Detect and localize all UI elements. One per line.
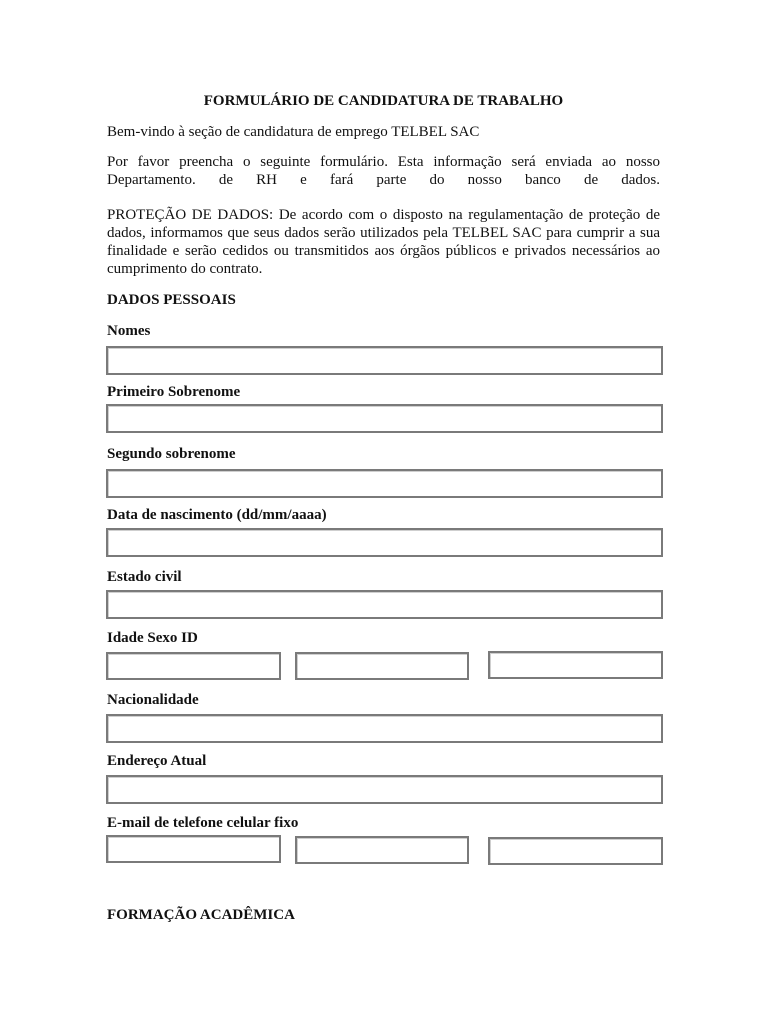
contato-label: E-mail de telefone celular fixo: [107, 815, 299, 831]
idade-sexo-id-label: Idade Sexo ID: [107, 630, 198, 646]
data-protection-paragraph: PROTEÇÃO DE DADOS: De acordo com o disposto na regulamentação de proteção de dados, informamos que seus dados serão utilizados pela TELBEL SAC para cumprir a sua finalidade e serão cedidos ou transmitidos aos órgãos públicos e privados necessários ao cumprimento do contrato.: [107, 207, 660, 277]
segundo-sobrenome-field[interactable]: [106, 469, 663, 498]
nomes-field[interactable]: [106, 346, 663, 375]
celular-field[interactable]: [295, 836, 469, 864]
sexo-field[interactable]: [295, 652, 469, 680]
instructions-paragraph: Por favor preencha o seguinte formulário. Esta informação será enviada ao nosso Departamento. de RH e fará parte do nosso banco de dados.: [107, 154, 660, 188]
email-field[interactable]: [106, 835, 281, 863]
personal-data-heading: DADOS PESSOAIS: [107, 292, 236, 308]
telefone-fixo-field[interactable]: [488, 837, 663, 865]
endereco-atual-field[interactable]: [106, 775, 663, 804]
segundo-sobrenome-label: Segundo sobrenome: [107, 446, 236, 462]
nomes-label: Nomes: [107, 323, 151, 339]
data-nascimento-field[interactable]: [106, 528, 663, 557]
academic-formation-heading: FORMAÇÃO ACADÊMICA: [107, 907, 295, 923]
data-nascimento-label: Data de nascimento (dd/mm/aaaa): [107, 507, 327, 523]
idade-field[interactable]: [106, 652, 281, 680]
page-title: FORMULÁRIO DE CANDIDATURA DE TRABALHO: [203, 93, 564, 109]
nacionalidade-field[interactable]: [106, 714, 663, 743]
id-field[interactable]: [488, 651, 663, 679]
primeiro-sobrenome-field[interactable]: [106, 404, 663, 433]
endereco-atual-label: Endereço Atual: [107, 753, 207, 769]
primeiro-sobrenome-label: Primeiro Sobrenome: [107, 384, 241, 400]
welcome-paragraph: Bem-vindo à seção de candidatura de emprego TELBEL SAC: [107, 124, 480, 140]
estado-civil-field[interactable]: [106, 590, 663, 619]
nacionalidade-label: Nacionalidade: [107, 692, 199, 708]
estado-civil-label: Estado civil: [107, 569, 182, 585]
